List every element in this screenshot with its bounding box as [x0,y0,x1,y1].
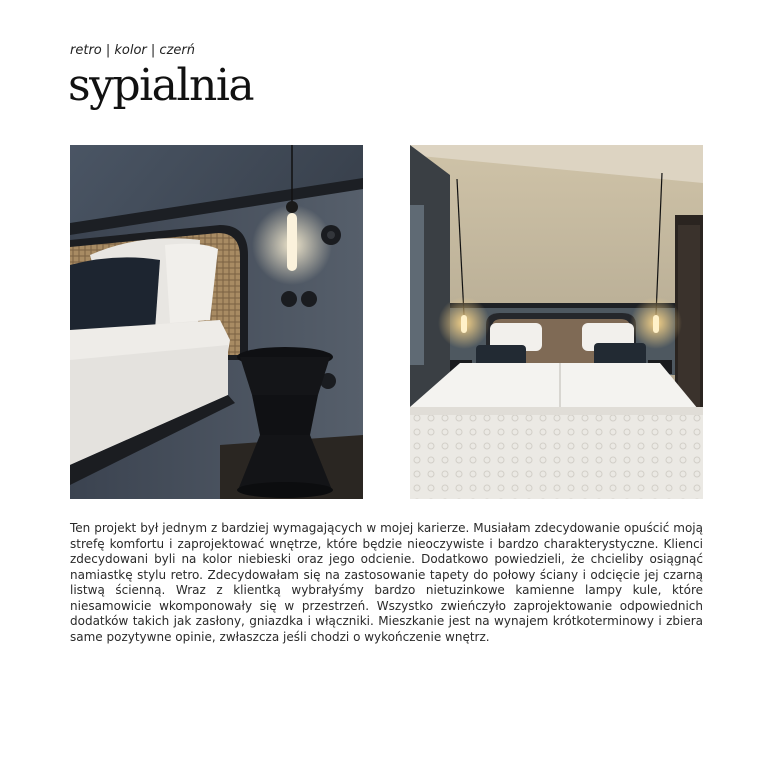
bedroom-bedside-photo [70,145,363,499]
page-subtitle: retro | kolor | czerń [70,43,195,58]
bedroom-double-bed-photo [410,145,703,499]
page-title: sypialnia [68,60,254,111]
project-description: Ten projekt był jednym z bardziej wymagających w mojej karierze. Musiałam zdecydowanie opuścić moją strefę komfortu i zaprojektować wnętrze, które będzie nieoczywiste i bardzo charakterystyczne. Klienci zdecydowani byli na kolor niebieski oraz jego odcienie. Dodatkowo powiedzieli, że chcieliby osiągnąć namiastkę stylu retro. Zdecydowałam się na zastosowanie tapety do połowy ściany i odcięcie jej czarną listwą ścienną. Wraz z klientką wybrałyśmy bardzo nietuzinkowe kamienne lampy kule, które niesamowicie wkomponowały się w przestrzeń. Wszystko zwieńczyło zaprojektowanie odpowiednich dodatków takich jak zasłony, gniazdka i włączniki. Mieszkanie jest na wynajem krótkoterminowy i zbiera same pozytywne opinie, zwłaszcza jeśli chodzi o wykończenie wnętrz. [70,521,703,644]
